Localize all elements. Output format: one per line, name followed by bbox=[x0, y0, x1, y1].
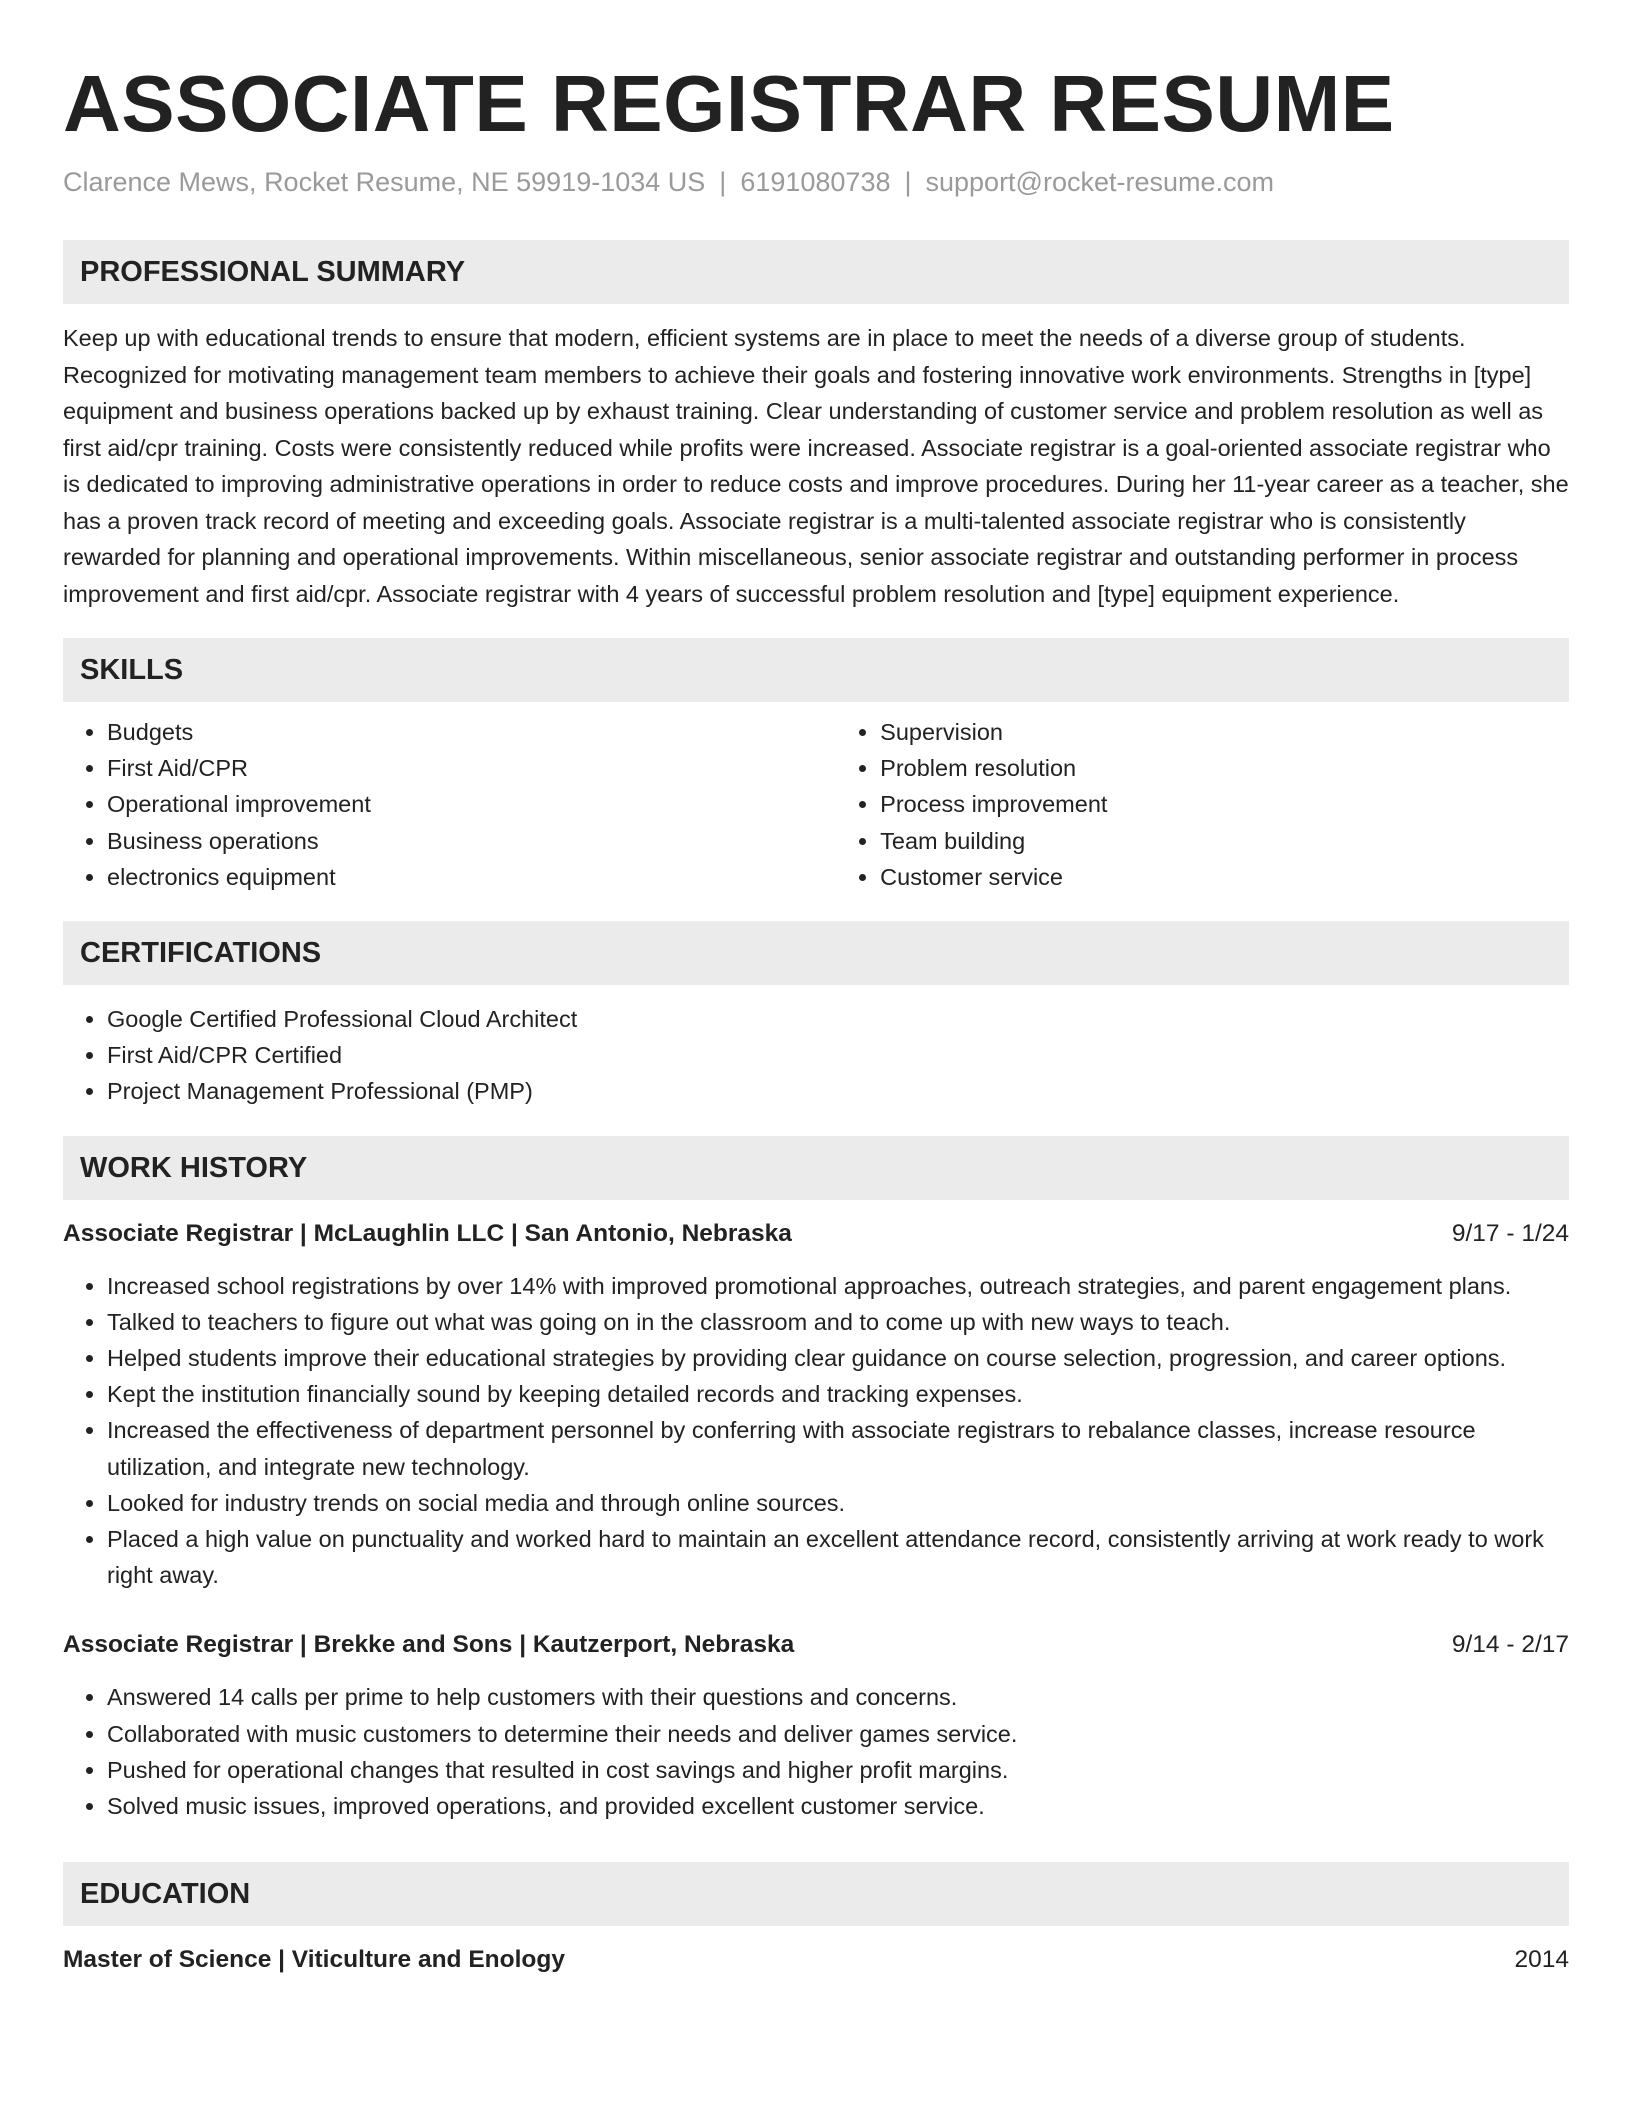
certifications-list bbox=[63, 1001, 1569, 1110]
job-bullet: • Increased school registrations by over 14% with improved promotional approaches, outreach strategies, and parent engagement plans. bbox=[107, 1268, 1569, 1304]
job-bullets bbox=[63, 1268, 1569, 1594]
contact-line bbox=[63, 164, 1569, 200]
section-header-education: EDUCATION bbox=[63, 1862, 1569, 1926]
contact-email: support@rocket-resume.com bbox=[925, 167, 1275, 197]
section-header-skills: SKILLS bbox=[63, 638, 1569, 702]
skills-column-right bbox=[836, 714, 1569, 895]
skills-column-left bbox=[63, 714, 836, 895]
section-header-certifications: CERTIFICATIONS bbox=[63, 921, 1569, 985]
job-title: Associate Registrar | McLaughlin LLC | San Antonio, Nebraska bbox=[63, 1219, 792, 1247]
skill-item: • Team building bbox=[880, 823, 1569, 859]
resume-title: ASSOCIATE REGISTRAR RESUME bbox=[63, 59, 1395, 148]
job-dates: 9/14 - 2/17 bbox=[1451, 1631, 1569, 1659]
job-bullet: • Collaborated with music customers to determine their needs and deliver games service. bbox=[107, 1716, 1569, 1752]
job-bullet: • Solved music issues, improved operations, and provided excellent customer service. bbox=[107, 1788, 1569, 1824]
skill-item: • First Aid/CPR bbox=[107, 750, 836, 786]
skill-item: • Operational improvement bbox=[107, 786, 836, 822]
job-entry bbox=[63, 1216, 1569, 1594]
skill-item: • Customer service bbox=[880, 859, 1569, 895]
job-dates: 9/17 - 1/24 bbox=[1451, 1219, 1569, 1247]
skill-item: • electronics equipment bbox=[107, 859, 836, 895]
job-bullet: • Placed a high value on punctuality and worked hard to maintain an excellent attendance record, consistently arriving at work ready to work right away. bbox=[107, 1521, 1569, 1593]
job-bullets bbox=[63, 1679, 1569, 1824]
education-entry bbox=[63, 1942, 1569, 1978]
section-header-summary: PROFESSIONAL SUMMARY bbox=[63, 240, 1569, 304]
section-header-work-history: WORK HISTORY bbox=[63, 1136, 1569, 1200]
contact-phone: 6191080738 bbox=[740, 167, 891, 197]
skill-item: • Problem resolution bbox=[880, 750, 1569, 786]
job-bullet: • Kept the institution financially sound by keeping detailed records and tracking expenses. bbox=[107, 1376, 1569, 1412]
job-header bbox=[63, 1627, 1569, 1663]
job-title: Associate Registrar | Brekke and Sons | Kautzerport, Nebraska bbox=[63, 1631, 795, 1659]
certification-item: • Project Management Professional (PMP) bbox=[107, 1073, 1569, 1109]
skill-item: • Supervision bbox=[880, 714, 1569, 750]
skill-item: • Business operations bbox=[107, 823, 836, 859]
job-bullet: • Increased the effectiveness of department personnel by conferring with associate registrars to rebalance classes, increase resource utilization, and integrate new technology. bbox=[107, 1412, 1569, 1484]
education-year: 2014 bbox=[1514, 1946, 1569, 1974]
contact-separator: | bbox=[904, 167, 912, 197]
job-bullet: • Helped students improve their educational strategies by providing clear guidance on course selection, progression, and career options. bbox=[107, 1340, 1569, 1376]
job-entry bbox=[63, 1627, 1569, 1824]
skill-item: • Process improvement bbox=[880, 786, 1569, 822]
skills-list bbox=[63, 714, 1569, 895]
education-degree: Master of Science | Viticulture and Enology bbox=[63, 1946, 565, 1974]
certification-item: • First Aid/CPR Certified bbox=[107, 1037, 1569, 1073]
contact-address: Clarence Mews, Rocket Resume, NE 59919-1034 US bbox=[63, 167, 706, 197]
skill-item: • Budgets bbox=[107, 714, 836, 750]
job-header bbox=[63, 1216, 1569, 1252]
certification-item: • Google Certified Professional Cloud Architect bbox=[107, 1001, 1569, 1037]
job-bullet: • Talked to teachers to figure out what was going on in the classroom and to come up with new ways to teach. bbox=[107, 1304, 1569, 1340]
job-bullet: • Pushed for operational changes that resulted in cost savings and higher profit margins. bbox=[107, 1752, 1569, 1788]
job-bullet: • Looked for industry trends on social media and through online sources. bbox=[107, 1485, 1569, 1521]
contact-separator: | bbox=[719, 167, 727, 197]
summary-text: Keep up with educational trends to ensure that modern, efficient systems are in place to meet the needs of a diverse group of students. Recognized for motivating management team members to achieve their goals and fostering innovative work environments. Strengths in [type] equipment and business operations backed up by exhaust training. Clear understanding of customer service and problem resolution as well as first aid/cpr training. Costs were consistently reduced while profits were increased. Associate registrar is a goal-oriented associate registrar who is dedicated to improving administrative operations in order to reduce costs and improve procedures. During her 11-year career as a teacher, she has a proven track record of meeting and exceeding goals. Associate registrar is a multi-talented associate registrar who is consistently rewarded for planning and operational improvements. Within miscellaneous, senior associate registrar and outstanding performer in process improvement and first aid/cpr. Associate registrar with 4 years of successful problem resolution and [type] equipment experience. bbox=[63, 325, 1569, 607]
job-bullet: • Answered 14 calls per prime to help customers with their questions and concerns. bbox=[107, 1679, 1569, 1715]
